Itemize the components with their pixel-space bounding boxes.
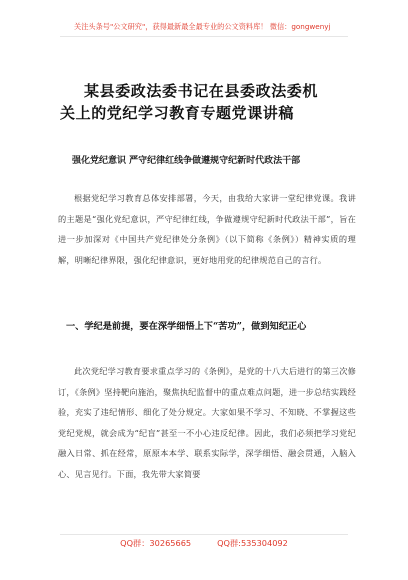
footer-qq-1: QQ群：30265665 bbox=[120, 538, 192, 548]
document-subtitle: 强化党纪意识 严守纪律红线争做遵规守纪新时代政法干部 bbox=[72, 156, 301, 166]
section-heading-1: 一、学纪是前提，要在深学细悟上下“苦功”，做到知纪正心 bbox=[66, 321, 307, 332]
paragraph-section-1: 此次党纪学习教育要求重点学习的《条例》，是党的十八大后进行的第三次修订，《条例》坚持靶向施治，聚焦执纪监督中的重点难点问题，进一步总结实践经验，充实了违纪情形、细化了处分规定。大家如果不学习、不知晓、不掌握这些党纪党规，就会成为“纪盲”甚至一不小心违反纪律。因此，我们必须把学习党纪融入日常、抓在经常，原原本本学、联系实际学，深学细悟、融会贯通，入脑入心、见言见行。下面，我先带大家简要 bbox=[58, 366, 356, 479]
paragraph-intro: 根据党纪学习教育总体安排部署，今天，由我给大家讲一堂纪律党课。我讲的主题是“强化党纪意识，严守纪律红线，争做遵规守纪新时代政法干部”，旨在进一步加深对《中国共产党纪律处分条例》（以下简称《条例》）精神实质的理解，明晰纪律界限，强化纪律意识，更好地用党的纪律规范自己的言行。 bbox=[58, 193, 356, 265]
title-line-2: 关上的党纪学习教育专题党课讲稿 bbox=[60, 104, 295, 122]
footer-qq-2: QQ群:535304092 bbox=[217, 538, 288, 548]
footer bbox=[0, 538, 408, 549]
title-line-1: 某县委政法委书记在县委政法委机 bbox=[84, 82, 319, 100]
header-banner: 关注头条号"公文研究"，获得最新最全最专业的公文资料库！ 微信：gongwenyj bbox=[74, 22, 331, 31]
document-title bbox=[56, 80, 366, 124]
footer-divider bbox=[60, 534, 348, 535]
header-divider bbox=[60, 36, 348, 37]
